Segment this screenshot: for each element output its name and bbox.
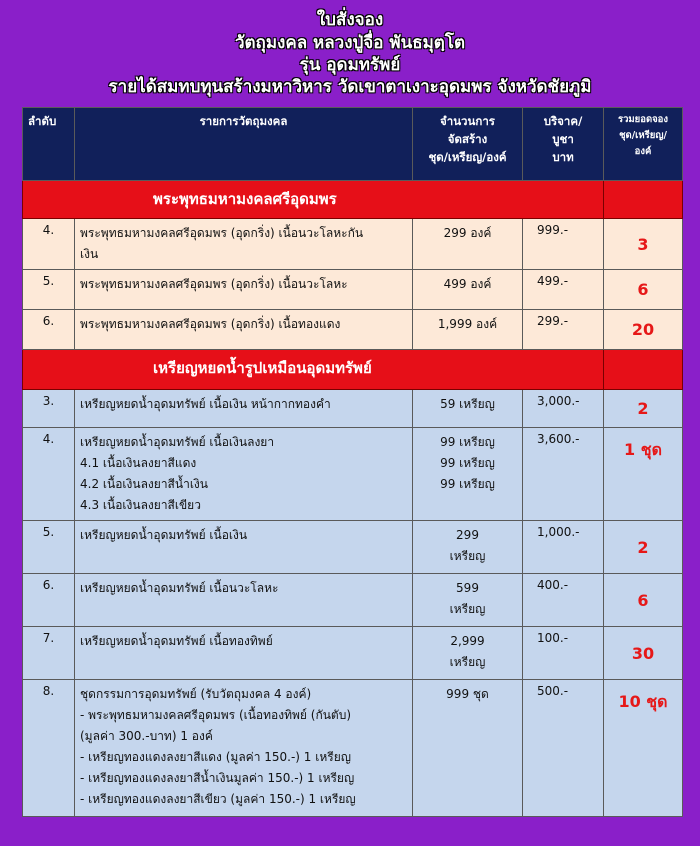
col-header-total-line: รวมยอดจอง	[617, 114, 669, 125]
quantity-line: 1,999 องค์	[437, 317, 498, 331]
quantity-line: 99 เหรียญ	[440, 435, 495, 449]
col-header-no: ลำดับ	[23, 108, 75, 181]
table-row	[23, 270, 683, 310]
table-row	[23, 680, 683, 817]
quantity-cell	[413, 219, 523, 270]
quantity-cell	[413, 270, 523, 310]
col-header-price-line: บริจาค/	[543, 114, 583, 128]
row-number: 7.	[23, 627, 75, 680]
item-description	[75, 680, 413, 817]
reservation-total: 3	[604, 219, 683, 270]
row-number: 5.	[23, 521, 75, 574]
item-line: 4.3 เนื้อเงินลงยาสีเขียว	[80, 498, 201, 512]
col-header-price-line: บูชา	[552, 132, 574, 146]
table-row	[23, 521, 683, 574]
reservation-total: 6	[604, 574, 683, 627]
item-line: ชุดกรรมการอุดมทรัพย์ (รับวัตถุมงคล 4 องค์)	[80, 687, 312, 701]
quantity-cell	[413, 521, 523, 574]
section-header-row	[23, 181, 683, 219]
price-cell: 1,000.-	[523, 521, 604, 574]
section-title: เหรียญหยดน้ำรูปเหมือนอุดมทรัพย์	[23, 350, 604, 390]
col-header-total	[604, 108, 683, 181]
item-line: 4.1 เนื้อเงินลงยาสีแดง	[80, 456, 197, 470]
quantity-line: 999 ชุด	[446, 687, 489, 701]
quantity-line: 299	[456, 528, 479, 542]
col-header-qty-line: จัดสร้าง	[447, 132, 488, 146]
item-line: เหรียญหยดน้ำอุดมทรัพย์ เนื้อนวะโลหะ	[80, 581, 279, 595]
table-header-row	[23, 108, 683, 181]
table-row	[23, 310, 683, 350]
item-description	[75, 270, 413, 310]
item-line: เหรียญหยดน้ำอุดมทรัพย์ เนื้อเงิน	[80, 528, 248, 542]
quantity-cell	[413, 390, 523, 428]
item-line: เหรียญหยดน้ำอุดมทรัพย์ เนื้อเงินลงยา	[80, 435, 275, 449]
price-cell: 299.-	[523, 310, 604, 350]
quantity-line: 599	[456, 581, 479, 595]
price-cell: 999.-	[523, 219, 604, 270]
col-header-total-line: องค์	[634, 146, 652, 157]
quantity-line: เหรียญ	[449, 549, 486, 563]
table-row	[23, 574, 683, 627]
row-number: 6.	[23, 574, 75, 627]
price-cell: 3,000.-	[523, 390, 604, 428]
quantity-cell	[413, 627, 523, 680]
reservation-total: 10 ชุด	[604, 680, 683, 817]
reservation-total: 2	[604, 521, 683, 574]
col-header-price-line: บาท	[552, 150, 574, 164]
quantity-cell	[413, 428, 523, 521]
quantity-line: 2,999	[450, 634, 485, 648]
series-name: รุ่น อุดมทรัพย์	[299, 55, 401, 75]
item-description	[75, 310, 413, 350]
item-line: - เหรียญทองแดงลงยาสีเขียว (มูลค่า 150.-) 1 เหรียญ	[80, 792, 356, 806]
section-title: พระพุทธมหามงคลศรีอุดมพร	[23, 181, 604, 219]
col-header-qty	[413, 108, 523, 181]
item-line: พระพุทธมหามงคลศรีอุดมพร (อุดกริ่ง) เนื้อนวะโลหะกัน	[80, 226, 364, 240]
price-cell: 3,600.-	[523, 428, 604, 521]
col-header-price	[523, 108, 604, 181]
item-line: เงิน	[80, 247, 99, 261]
row-number: 5.	[23, 270, 75, 310]
table-row	[23, 627, 683, 680]
quantity-cell	[413, 680, 523, 817]
price-cell: 499.-	[523, 270, 604, 310]
row-number: 3.	[23, 390, 75, 428]
section-title-spacer	[604, 350, 683, 390]
item-description	[75, 390, 413, 428]
fund-purpose: รายได้สมทบทุนสร้างมหาวิหาร วัดเขาตาเงาะอุดมพร จังหวัดชัยภูมิ	[108, 77, 592, 97]
col-header-item: รายการวัตถุมงคล	[75, 108, 413, 181]
item-line: 4.2 เนื้อเงินลงยาสีน้ำเงิน	[80, 477, 208, 491]
item-line: พระพุทธมหามงคลศรีอุดมพร (อุดกริ่ง) เนื้อทองแดง	[80, 317, 341, 331]
table-row	[23, 219, 683, 270]
order-table	[22, 107, 683, 817]
col-header-total-line: ชุด/เหรียญ/	[619, 130, 667, 141]
item-line: พระพุทธมหามงคลศรีอุดมพร (อุดกริ่ง) เนื้อนวะโลหะ	[80, 277, 348, 291]
quantity-cell	[413, 574, 523, 627]
row-number: 8.	[23, 680, 75, 817]
quantity-line: 99 เหรียญ	[440, 456, 495, 470]
col-header-qty-line: จำนวนการ	[440, 114, 495, 128]
reservation-total: 20	[604, 310, 683, 350]
reservation-total: 30	[604, 627, 683, 680]
item-description	[75, 428, 413, 521]
form-title: ใบสั่งจอง	[316, 10, 384, 30]
quantity-line: 299 องค์	[443, 226, 492, 240]
row-number: 6.	[23, 310, 75, 350]
item-description	[75, 521, 413, 574]
item-description	[75, 574, 413, 627]
item-line: (มูลค่า 300.-บาท) 1 องค์	[80, 729, 213, 743]
item-line: เหรียญหยดน้ำอุดมทรัพย์ เนื้อเงิน หน้ากากทองคำ	[80, 397, 331, 411]
price-cell: 500.-	[523, 680, 604, 817]
reservation-total: 2	[604, 390, 683, 428]
price-cell: 400.-	[523, 574, 604, 627]
quantity-line: เหรียญ	[449, 602, 486, 616]
table-row	[23, 428, 683, 521]
quantity-line: 59 เหรียญ	[440, 397, 495, 411]
table-row	[23, 390, 683, 428]
item-description	[75, 627, 413, 680]
quantity-line: 499 องค์	[443, 277, 492, 291]
quantity-line: เหรียญ	[449, 655, 486, 669]
item-line: - เหรียญทองแดงลงยาสีแดง (มูลค่า 150.-) 1 เหรียญ	[80, 750, 351, 764]
section-header-row	[23, 350, 683, 390]
item-line: เหรียญหยดน้ำอุดมทรัพย์ เนื้อทองทิพย์	[80, 634, 273, 648]
item-line: - เหรียญทองแดงลงยาสีน้ำเงินมูลค่า 150.-) 1 เหรียญ	[80, 771, 355, 785]
quantity-cell	[413, 310, 523, 350]
col-header-qty-line: ชุด/เหรียญ/องค์	[428, 150, 507, 164]
reservation-total: 1 ชุด	[604, 428, 683, 521]
row-number: 4.	[23, 428, 75, 521]
item-line: - พระพุทธมหามงคลศรีอุดมพร (เนื้อทองทิพย์ (กันตับ)	[80, 708, 352, 722]
row-number: 4.	[23, 219, 75, 270]
price-cell: 100.-	[523, 627, 604, 680]
amulet-subtitle: วัตถุมงคล หลวงปู่จื่อ พันธมุตฺโต	[234, 33, 466, 53]
section-title-spacer	[604, 181, 683, 219]
reservation-total: 6	[604, 270, 683, 310]
item-description	[75, 219, 413, 270]
quantity-line: 99 เหรียญ	[440, 477, 495, 491]
